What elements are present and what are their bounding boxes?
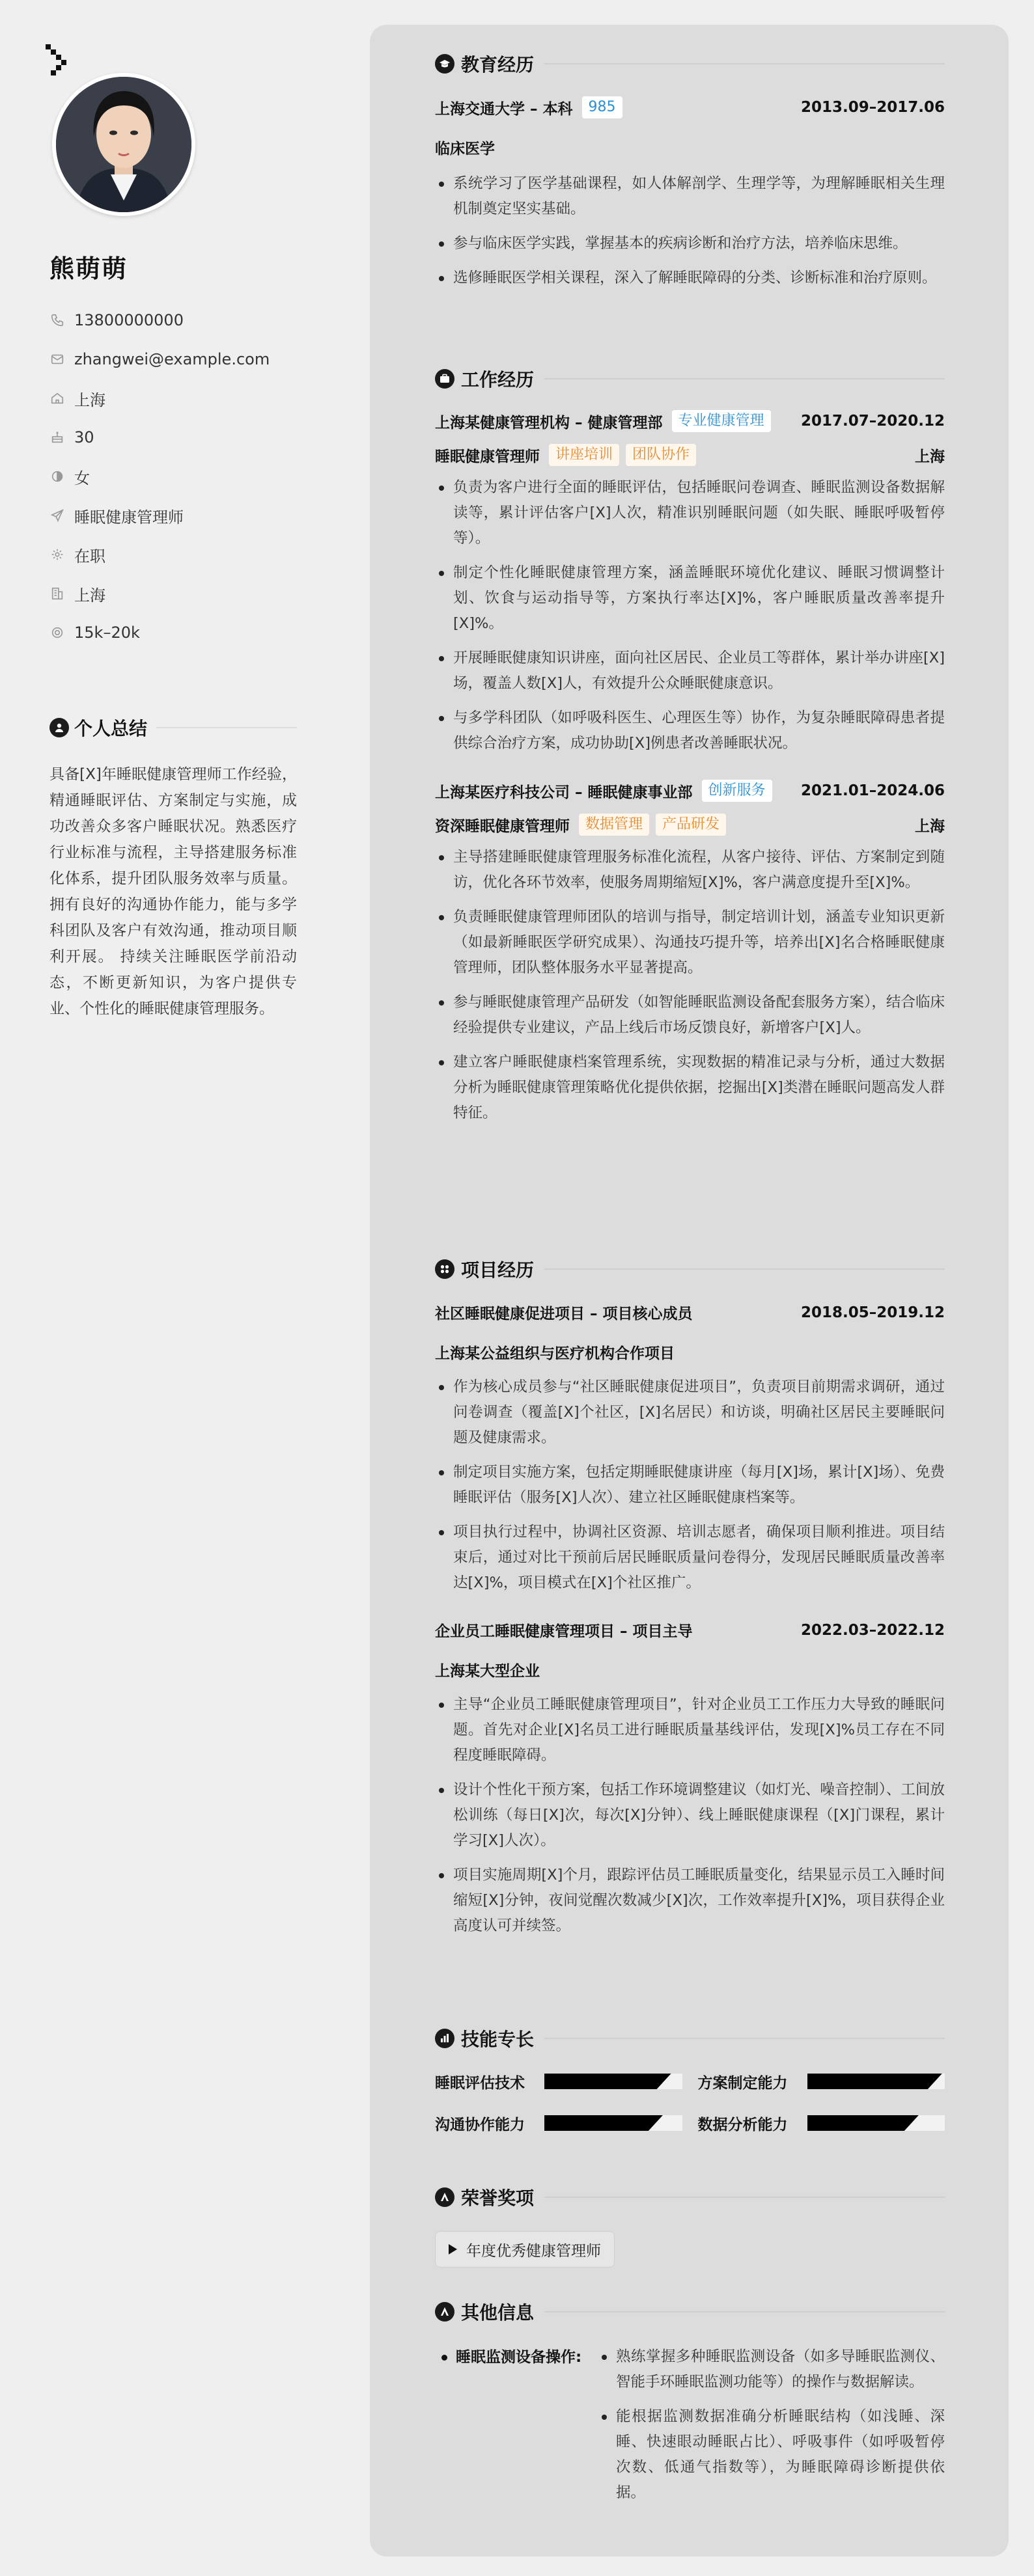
list-item: 负责睡眠健康管理师团队的培训与指导，制定培训计划，涵盖专业知识更新（如最新睡眠医学研究成果）、沟通技巧提升等，培养出[X]名合格睡眠健康管理师，团队整体服务水平显著提高。 [435, 905, 945, 981]
project-org: 上海某大型企业 [435, 1663, 540, 1680]
company-name: 上海某医疗科技公司 – 睡眠健康事业部 [435, 784, 693, 801]
list-item: 参与临床医学实践，掌握基本的疾病诊断和治疗方法，培养临床思维。 [435, 231, 945, 256]
skill-item [698, 2111, 945, 2135]
info-age [49, 418, 323, 457]
job-date: 2021.01–2024.06 [800, 782, 945, 799]
divider [544, 378, 945, 379]
job-row [435, 780, 945, 802]
awards-section [435, 2183, 945, 2268]
summary-title: 个人总结 [74, 718, 148, 739]
project-org: 上海某公益组织与医疗机构合作项目 [435, 1345, 675, 1362]
list-item: 系统学习了医学基础课程，如人体解剖学、生理学等，为理解睡眠相关生理机制奠定坚实基础。 [435, 171, 945, 222]
home-icon [49, 391, 65, 406]
role-name: 资深睡眠健康管理师 [435, 817, 570, 835]
skill-bar-fill [807, 2115, 919, 2131]
gear-icon [49, 547, 65, 562]
job-bullets [435, 475, 945, 756]
skills-grid [435, 2070, 945, 2135]
briefcase-icon [435, 369, 454, 389]
target-job-value: 睡眠健康管理师 [74, 508, 184, 527]
project-bullets [435, 1692, 945, 1939]
skill-name: 数据分析能力 [697, 2116, 788, 2133]
skill-bar [544, 2115, 682, 2131]
job-city: 上海 [915, 817, 945, 835]
list-item: 主导搭建睡眠健康管理服务标准化流程，从客户接待、评估、方案制定到随访，优化各环节效率，使服务周期缩短[X]%，客户满意度提升至[X]%。 [435, 845, 945, 896]
send-icon [49, 508, 65, 523]
projects-title: 项目经历 [461, 1259, 535, 1281]
list-item: 熟练掌握多种睡眠监测设备（如多导睡眠监测仪、智能手环睡眠监测功能等）的操作与数据解读。 [598, 2344, 945, 2395]
skill-item [435, 2070, 682, 2093]
target-city-value: 上海 [74, 586, 105, 605]
info-target-job [49, 496, 323, 535]
list-item: 参与睡眠健康管理产品研发（如智能睡眠监测设备配套服务方案），结合临床经验提供专业建议，产品上线后市场反馈良好，新增客户[X]人。 [435, 990, 945, 1041]
project-bullets [435, 1375, 945, 1596]
project-date: 2018.05–2019.12 [800, 1304, 945, 1321]
other-section [435, 2297, 945, 2506]
divider [544, 2197, 945, 2198]
project-date: 2022.03–2022.12 [800, 1621, 945, 1639]
list-item: 能根据监测数据准确分析睡眠结构（如浅睡、深睡、快速眼动睡眠占比）、呼吸事件（如呼吸暂停次数、低通气指数等），为睡眠障碍诊断提供依据。 [598, 2404, 945, 2506]
list-item: 作为核心成员参与“社区睡眠健康促进项目”，负责项目前期需求调研，通过问卷调查（覆盖[X]个社区，[X]名居民）和访谈，明确社区居民主要睡眠问题及健康需求。 [435, 1375, 945, 1451]
awards-list [435, 2231, 945, 2268]
work-title: 工作经历 [461, 369, 535, 391]
portrait-image [56, 77, 191, 212]
project-row [435, 1302, 945, 1323]
info-salary [49, 613, 323, 652]
education-date: 2013.09–2017.06 [800, 99, 945, 116]
play-icon [449, 2244, 457, 2254]
project-name: 社区睡眠健康促进项目 – 项目核心成员 [435, 1306, 693, 1322]
major: 临床医学 [435, 141, 495, 158]
other-bullets [598, 2344, 945, 2506]
list-item: 选修睡眠医学相关课程，深入了解睡眠障碍的分类、诊断标准和治疗原则。 [435, 266, 945, 291]
avatar [52, 73, 195, 216]
education-row [435, 96, 945, 118]
phone-icon [49, 312, 65, 328]
main-panel [370, 25, 1009, 2556]
sidebar [0, 0, 365, 2576]
work-section [435, 364, 945, 1126]
location-value: 上海 [74, 391, 105, 409]
coin-icon [49, 625, 65, 640]
info-icon [435, 2302, 454, 2322]
skill-name: 睡眠评估技术 [435, 2074, 525, 2092]
list-item: 开展睡眠健康知识讲座，面向社区居民、企业员工等群体，累计举办讲座[X]场，覆盖人数[X]人，有效提升公众睡眠健康意识。 [435, 646, 945, 696]
skills-section [435, 2024, 945, 2135]
company-tag: 创新服务 [702, 780, 772, 802]
age-value: 30 [74, 428, 94, 446]
role-row [435, 444, 945, 466]
info-status [49, 535, 323, 574]
email-value[interactable]: zhangwei@example.com [74, 350, 270, 368]
info-phone [49, 301, 323, 340]
list-item: 项目实施周期[X]个月，跟踪评估员工睡眠质量变化，结果显示员工入睡时间缩短[X]分钟，夜间觉醒次数减少[X]次，工作效率提升[X]%，项目获得企业高度认可并续签。 [435, 1863, 945, 1939]
skill-item [435, 2111, 682, 2135]
skills-title: 技能专长 [461, 2029, 535, 2050]
mail-icon [49, 351, 65, 367]
info-location [49, 379, 323, 418]
skill-bar [544, 2074, 682, 2089]
skill-bar-fill [544, 2074, 671, 2089]
grid-icon [435, 1259, 454, 1279]
company-tag: 专业健康管理 [672, 410, 771, 432]
user-icon [49, 718, 69, 737]
skill-name: 方案制定能力 [697, 2074, 788, 2092]
education-header [435, 49, 945, 78]
skills-header [435, 2024, 945, 2053]
company-name: 上海某健康管理机构 – 健康管理部 [435, 414, 663, 432]
salary-value: 15k–20k [74, 623, 140, 642]
list-item: 制定项目实施方案，包括定期睡眠健康讲座（每月[X]场，累计[X]场）、免费睡眠评估（服务[X]人次）、建立社区睡眠健康档案等。 [435, 1460, 945, 1511]
info-gender [49, 457, 323, 496]
skill-bar [807, 2115, 945, 2131]
candidate-name: 熊萌萌 [49, 254, 128, 283]
list-item: 制定个性化睡眠健康管理方案，涵盖睡眠环境优化建议、睡眠习惯调整计划、饮食与运动指导等，方案执行率达[X]%，客户睡眠质量改善率提升[X]%。 [435, 560, 945, 637]
education-title: 教育经历 [461, 54, 535, 75]
info-email [49, 340, 323, 379]
other-key: 睡眠监测设备操作: [435, 2344, 598, 2506]
projects-header [435, 1255, 945, 1283]
role-tag: 讲座培训 [549, 444, 619, 466]
list-item: 主导“企业员工睡眠健康管理项目”，针对企业员工工作压力大导致的睡眠问题。首先对企业[X]名员工进行睡眠质量基线评估，发现[X]%员工存在不同程度睡眠障碍。 [435, 1692, 945, 1768]
skill-bar-fill [807, 2074, 942, 2089]
divider [156, 727, 297, 728]
list-item: 建立客户睡眠健康档案管理系统，实现数据的精准记录与分析，通过大数据分析为睡眠健康管理策略优化提供依据，挖掘出[X]类潜在睡眠问题高发人群特征。 [435, 1050, 945, 1126]
work-header [435, 364, 945, 393]
gender-value: 女 [74, 469, 90, 487]
other-header [435, 2297, 945, 2326]
school-name: 上海交通大学 – 本科 [435, 100, 573, 118]
info-target-city [49, 574, 323, 613]
role-name: 睡眠健康管理师 [435, 448, 540, 465]
gender-icon [49, 469, 65, 484]
list-item: 与多学科团队（如呼吸科医生、心理医生等）协作，为复杂睡眠障碍患者提供综合治疗方案，成功协助[X]例患者改善睡眠状况。 [435, 706, 945, 756]
other-row [435, 2344, 945, 2506]
award-label: 年度优秀健康管理师 [466, 2242, 601, 2260]
skill-bar-fill [544, 2115, 663, 2131]
summary-text: 具备[X]年睡眠健康管理师工作经验，精通睡眠评估、方案制定与实施，成功改善众多客户睡眠状况。熟悉医疗行业标准与流程，主导搭建服务标准化体系，提升团队服务效率与质量。 拥有良好的沟通协作能力，能与多学科团队及客户有效沟通，推动项目顺利开展。 持续关注睡眠医学前沿动态，不断更新知识，为客户提供专业、个性化的睡眠健康管理服务。 [49, 766, 297, 1017]
skill-name: 沟通协作能力 [435, 2116, 525, 2133]
role-tag: 数据管理 [579, 814, 649, 836]
school-tag: 985 [582, 96, 622, 118]
building-icon [49, 586, 65, 601]
contact-info [49, 301, 323, 652]
divider [544, 2311, 945, 2312]
divider [544, 63, 945, 64]
job-row [435, 410, 945, 432]
cake-icon [49, 430, 65, 445]
list-item: 负责为客户进行全面的睡眠评估，包括睡眠问卷调查、睡眠监测设备数据解读等，累计评估客户[X]人次，精准识别睡眠问题（如失眠、睡眠呼吸暂停等）。 [435, 475, 945, 551]
role-tag: 团队协作 [626, 444, 696, 466]
award-icon [435, 2187, 454, 2207]
role-row [435, 814, 945, 836]
awards-title: 荣誉奖项 [461, 2187, 535, 2209]
other-title: 其他信息 [461, 2302, 535, 2323]
awards-header [435, 2183, 945, 2212]
award-item [435, 2231, 615, 2268]
graduation-cap-icon [435, 54, 454, 74]
bar-chart-icon [435, 2029, 454, 2048]
divider [544, 1268, 945, 1270]
job-date: 2017.07–2020.12 [800, 413, 945, 430]
summary-header [49, 715, 297, 741]
phone-value[interactable]: 13800000000 [74, 311, 184, 329]
status-value: 在职 [74, 547, 105, 566]
project-row [435, 1619, 945, 1641]
education-bullets [435, 171, 945, 291]
logo-icon [43, 42, 69, 78]
role-tag: 产品研发 [656, 814, 726, 836]
skill-bar [807, 2074, 945, 2089]
projects-section [435, 1255, 945, 1939]
divider [544, 2038, 945, 2039]
job-bullets [435, 845, 945, 1126]
list-item: 设计个性化干预方案，包括工作环境调整建议（如灯光、噪音控制）、工间放松训练（每日[X]次，每次[X]分钟）、线上睡眠健康课程（[X]门课程，累计学习[X]人次）。 [435, 1777, 945, 1854]
list-item: 项目执行过程中，协调社区资源、培训志愿者，确保项目顺利推进。项目结束后，通过对比干预前后居民睡眠质量问卷得分，发现居民睡眠质量改善率达[X]%，项目模式在[X]个社区推广。 [435, 1520, 945, 1596]
skill-item [698, 2070, 945, 2093]
job-city: 上海 [915, 448, 945, 465]
project-name: 企业员工睡眠健康管理项目 – 项目主导 [435, 1623, 693, 1640]
education-section [435, 49, 945, 291]
